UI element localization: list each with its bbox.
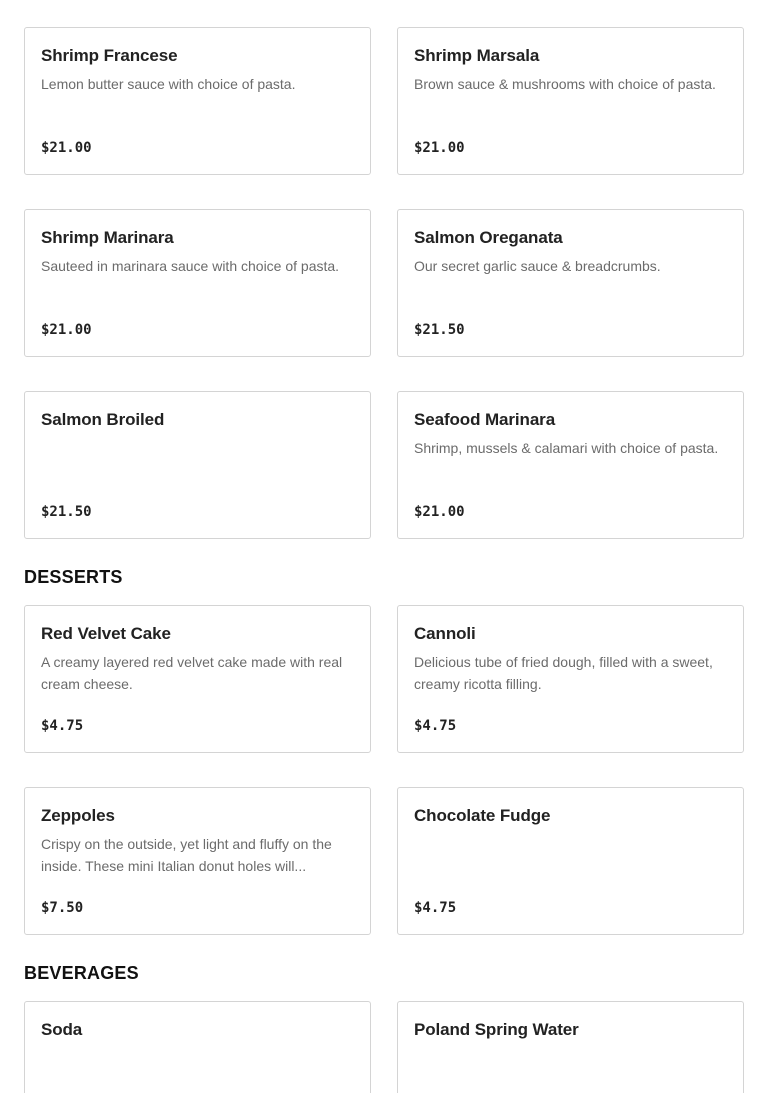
menu-item-name: Red Velvet Cake — [41, 624, 171, 643]
menu-item-card[interactable] — [397, 391, 744, 539]
menu-item-price: $4.75 — [414, 718, 457, 734]
menu-item-name: Shrimp Marsala — [414, 46, 540, 65]
menu-item-price: $21.00 — [414, 504, 465, 520]
menu-item-description: Our secret garlic sauce & breadcrumbs. — [414, 258, 661, 274]
menu-item-name: Chocolate Fudge — [414, 806, 551, 825]
menu-item-card[interactable] — [397, 209, 744, 357]
menu-item-name: Salmon Oreganata — [414, 228, 563, 247]
section-heading-desserts: DESSERTS — [24, 567, 123, 587]
menu-item-card[interactable] — [24, 391, 371, 539]
menu-item-description: A creamy layered red velvet cake made with real cream cheese. — [41, 654, 343, 692]
menu-item-name: Cannoli — [414, 624, 476, 643]
menu-item-card[interactable] — [24, 209, 371, 357]
menu-item-price: $21.00 — [414, 140, 465, 156]
menu-item-description: Shrimp, mussels & calamari with choice of pasta. — [414, 440, 719, 456]
menu-item-description: Brown sauce & mushrooms with choice of pasta. — [414, 76, 716, 92]
menu-item-price: $21.50 — [41, 504, 92, 520]
menu-item-name: Soda — [41, 1020, 83, 1039]
menu-item-card[interactable] — [24, 1001, 371, 1093]
menu-item-card[interactable] — [24, 27, 371, 175]
menu-item-price: $7.50 — [41, 900, 84, 916]
menu-item-price: $4.75 — [414, 900, 457, 916]
menu-item-card[interactable] — [397, 787, 744, 935]
menu-item-name: Shrimp Marinara — [41, 228, 174, 247]
menu-item-description: Delicious tube of fried dough, filled with a sweet, creamy ricotta filling. — [414, 654, 713, 692]
menu-item-name: Seafood Marinara — [414, 410, 556, 429]
menu-item-price: $21.50 — [414, 322, 465, 338]
section-heading-beverages: BEVERAGES — [24, 963, 139, 983]
menu-item-price: $4.75 — [41, 718, 84, 734]
menu-item-card[interactable] — [397, 27, 744, 175]
menu-item-description: Sauteed in marinara sauce with choice of pasta. — [41, 258, 340, 274]
menu-item-card[interactable] — [24, 787, 371, 935]
menu-item-price: $21.00 — [41, 322, 92, 338]
menu-item-description: Crispy on the outside, yet light and fluffy on the inside. These mini Italian donut holes will... — [41, 836, 332, 874]
menu-item-name: Poland Spring Water — [414, 1020, 579, 1039]
menu-item-card[interactable] — [397, 1001, 744, 1093]
menu-item-description: Lemon butter sauce with choice of pasta. — [41, 76, 296, 92]
menu-item-name: Shrimp Francese — [41, 46, 178, 65]
menu-item-card[interactable] — [397, 605, 744, 753]
menu-item-name: Zeppoles — [41, 806, 115, 825]
menu-item-name: Salmon Broiled — [41, 410, 165, 429]
menu-item-price: $21.00 — [41, 140, 92, 156]
menu-item-card[interactable] — [24, 605, 371, 753]
